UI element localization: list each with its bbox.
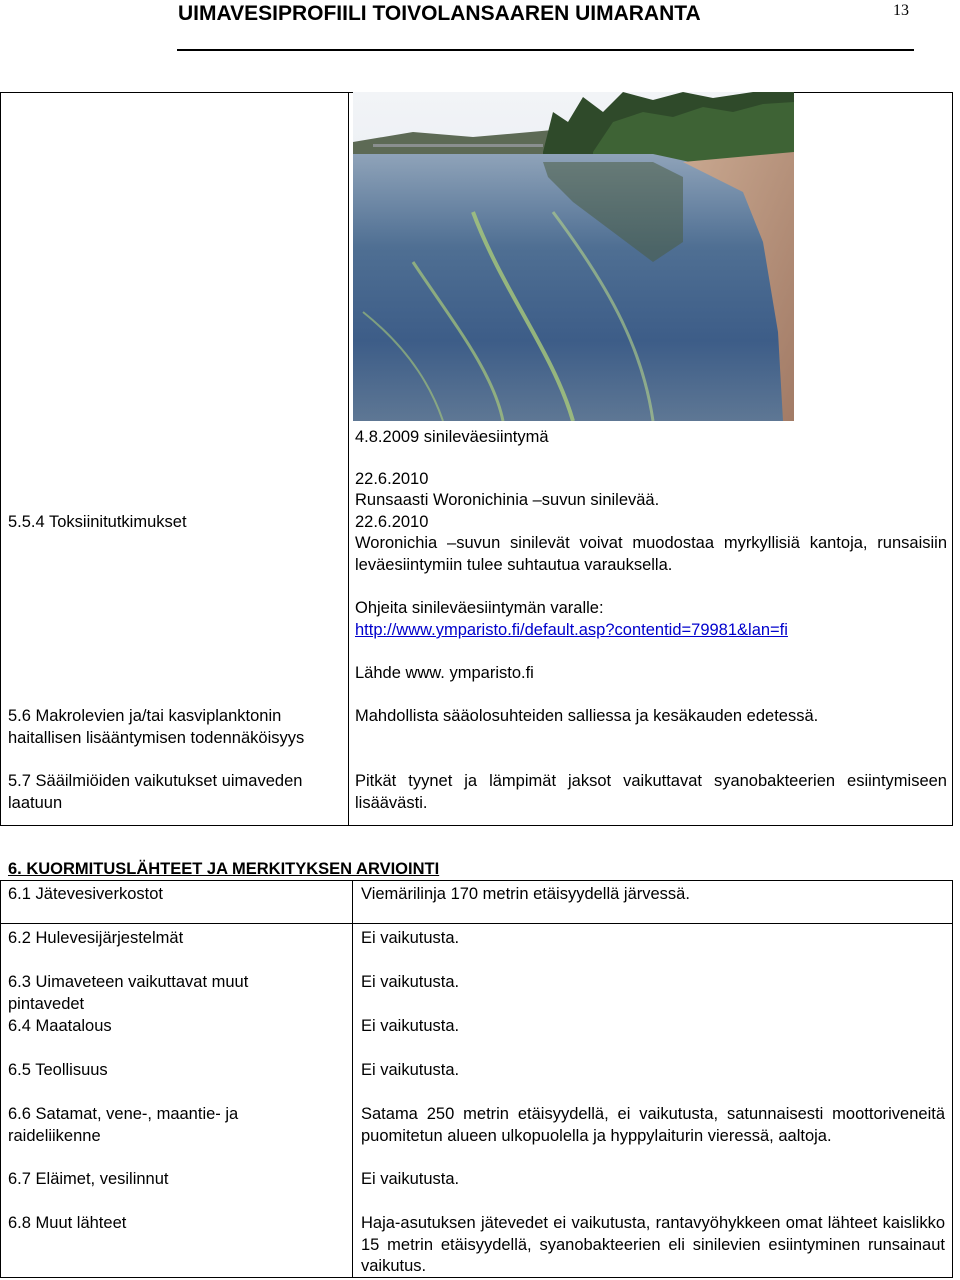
s6-row-value: Viemärilinja 170 metrin etäisyydellä järvessä. xyxy=(361,885,690,903)
s6-row-label: 6.1 Jätevesiverkostot xyxy=(8,885,163,903)
section6-heading: 6. KUORMITUSLÄHTEET JA MERKITYKSEN ARVIOINTI xyxy=(8,860,440,878)
lake-photo xyxy=(353,92,794,421)
s6-row-value: Ei vaikutusta. xyxy=(361,1170,460,1188)
note-text: Runsaasti Woronichinia –suvun sinilevää. xyxy=(355,491,660,509)
s6-row-value: Satama 250 metrin etäisyydellä, ei vaikutusta, satunnaisesti moottoriveneitä puomitetun alueen ulkopuolella ja hyppylaiturin vieressä, aaltoja. xyxy=(361,1105,945,1145)
s6-row-value: Ei vaikutusta. xyxy=(361,973,460,991)
s6-row-label: 6.8 Muut lähteet xyxy=(8,1214,127,1232)
page-number: 13 xyxy=(893,2,909,19)
toxin-study-label: 5.5.4 Toksiinitutkimukset xyxy=(8,513,187,531)
lake-photo-image xyxy=(353,92,794,421)
item-5-7-text: Pitkät tyynet ja lämpimät jaksot vaikuttavat syanobakteerien esiintymiseen lisäävästi. xyxy=(355,772,947,812)
toxin-study-date: 22.6.2010 xyxy=(355,513,429,531)
source-text: Lähde www. ymparisto.fi xyxy=(355,664,534,682)
item-5-6-text: Mahdollista sääolosuhteiden salliessa ja kesäkauden edetessä. xyxy=(355,707,819,725)
item-5-6-label: 5.6 Makrolevien ja/tai kasviplanktonin haitallisen lisääntymisen todennäköisyys xyxy=(8,707,305,747)
section6-row-rule xyxy=(0,923,953,924)
item-5-7-label: 5.7 Sääilmiöiden vaikutukset uimaveden laatuun xyxy=(8,772,303,812)
s6-row-label: 6.6 Satamat, vene-, maantie- ja raideliikenne xyxy=(8,1105,239,1145)
guide-link[interactable]: http://www.ymparisto.fi/default.asp?contentid=79981&lan=fi xyxy=(355,621,788,639)
s6-row-label: 6.3 Uimaveteen vaikuttavat muut pintavedet xyxy=(8,973,249,1013)
s6-row-label: 6.4 Maatalous xyxy=(8,1017,112,1035)
note-date: 22.6.2010 xyxy=(355,470,429,488)
header-rule xyxy=(177,49,914,51)
s6-row-label: 6.7 Eläimet, vesilinnut xyxy=(8,1170,169,1188)
photo-caption: 4.8.2009 sinileväesiintymä xyxy=(355,428,549,446)
section5-column-divider xyxy=(348,92,349,826)
s6-row-label: 6.2 Hulevesijärjestelmät xyxy=(8,929,184,947)
s6-row-value: Ei vaikutusta. xyxy=(361,1061,460,1079)
s6-row-value: Ei vaikutusta. xyxy=(361,1017,460,1035)
s6-row-label: 6.5 Teollisuus xyxy=(8,1061,108,1079)
guide-label: Ohjeita sinileväesiintymän varalle: xyxy=(355,599,604,617)
toxin-study-text: Woronichia –suvun sinilevät voivat muodostaa myrkyllisiä kantoja, runsaisiin leväesiintymiin tulee suhtautua varauksella. xyxy=(355,534,947,574)
s6-row-value: Ei vaikutusta. xyxy=(361,929,460,947)
page-title: UIMAVESIPROFIILI TOIVOLANSAAREN UIMARANTA xyxy=(178,2,701,25)
s6-row-value: Haja-asutuksen jätevedet ei vaikutusta, rantavyöhykkeen omat lähteet kaislikko 15 metrin etäisyydellä, syanobakteerien eli sinilevien esiintyminen runsainaut vaikutus. xyxy=(361,1214,945,1276)
section6-column-divider xyxy=(352,880,353,1278)
